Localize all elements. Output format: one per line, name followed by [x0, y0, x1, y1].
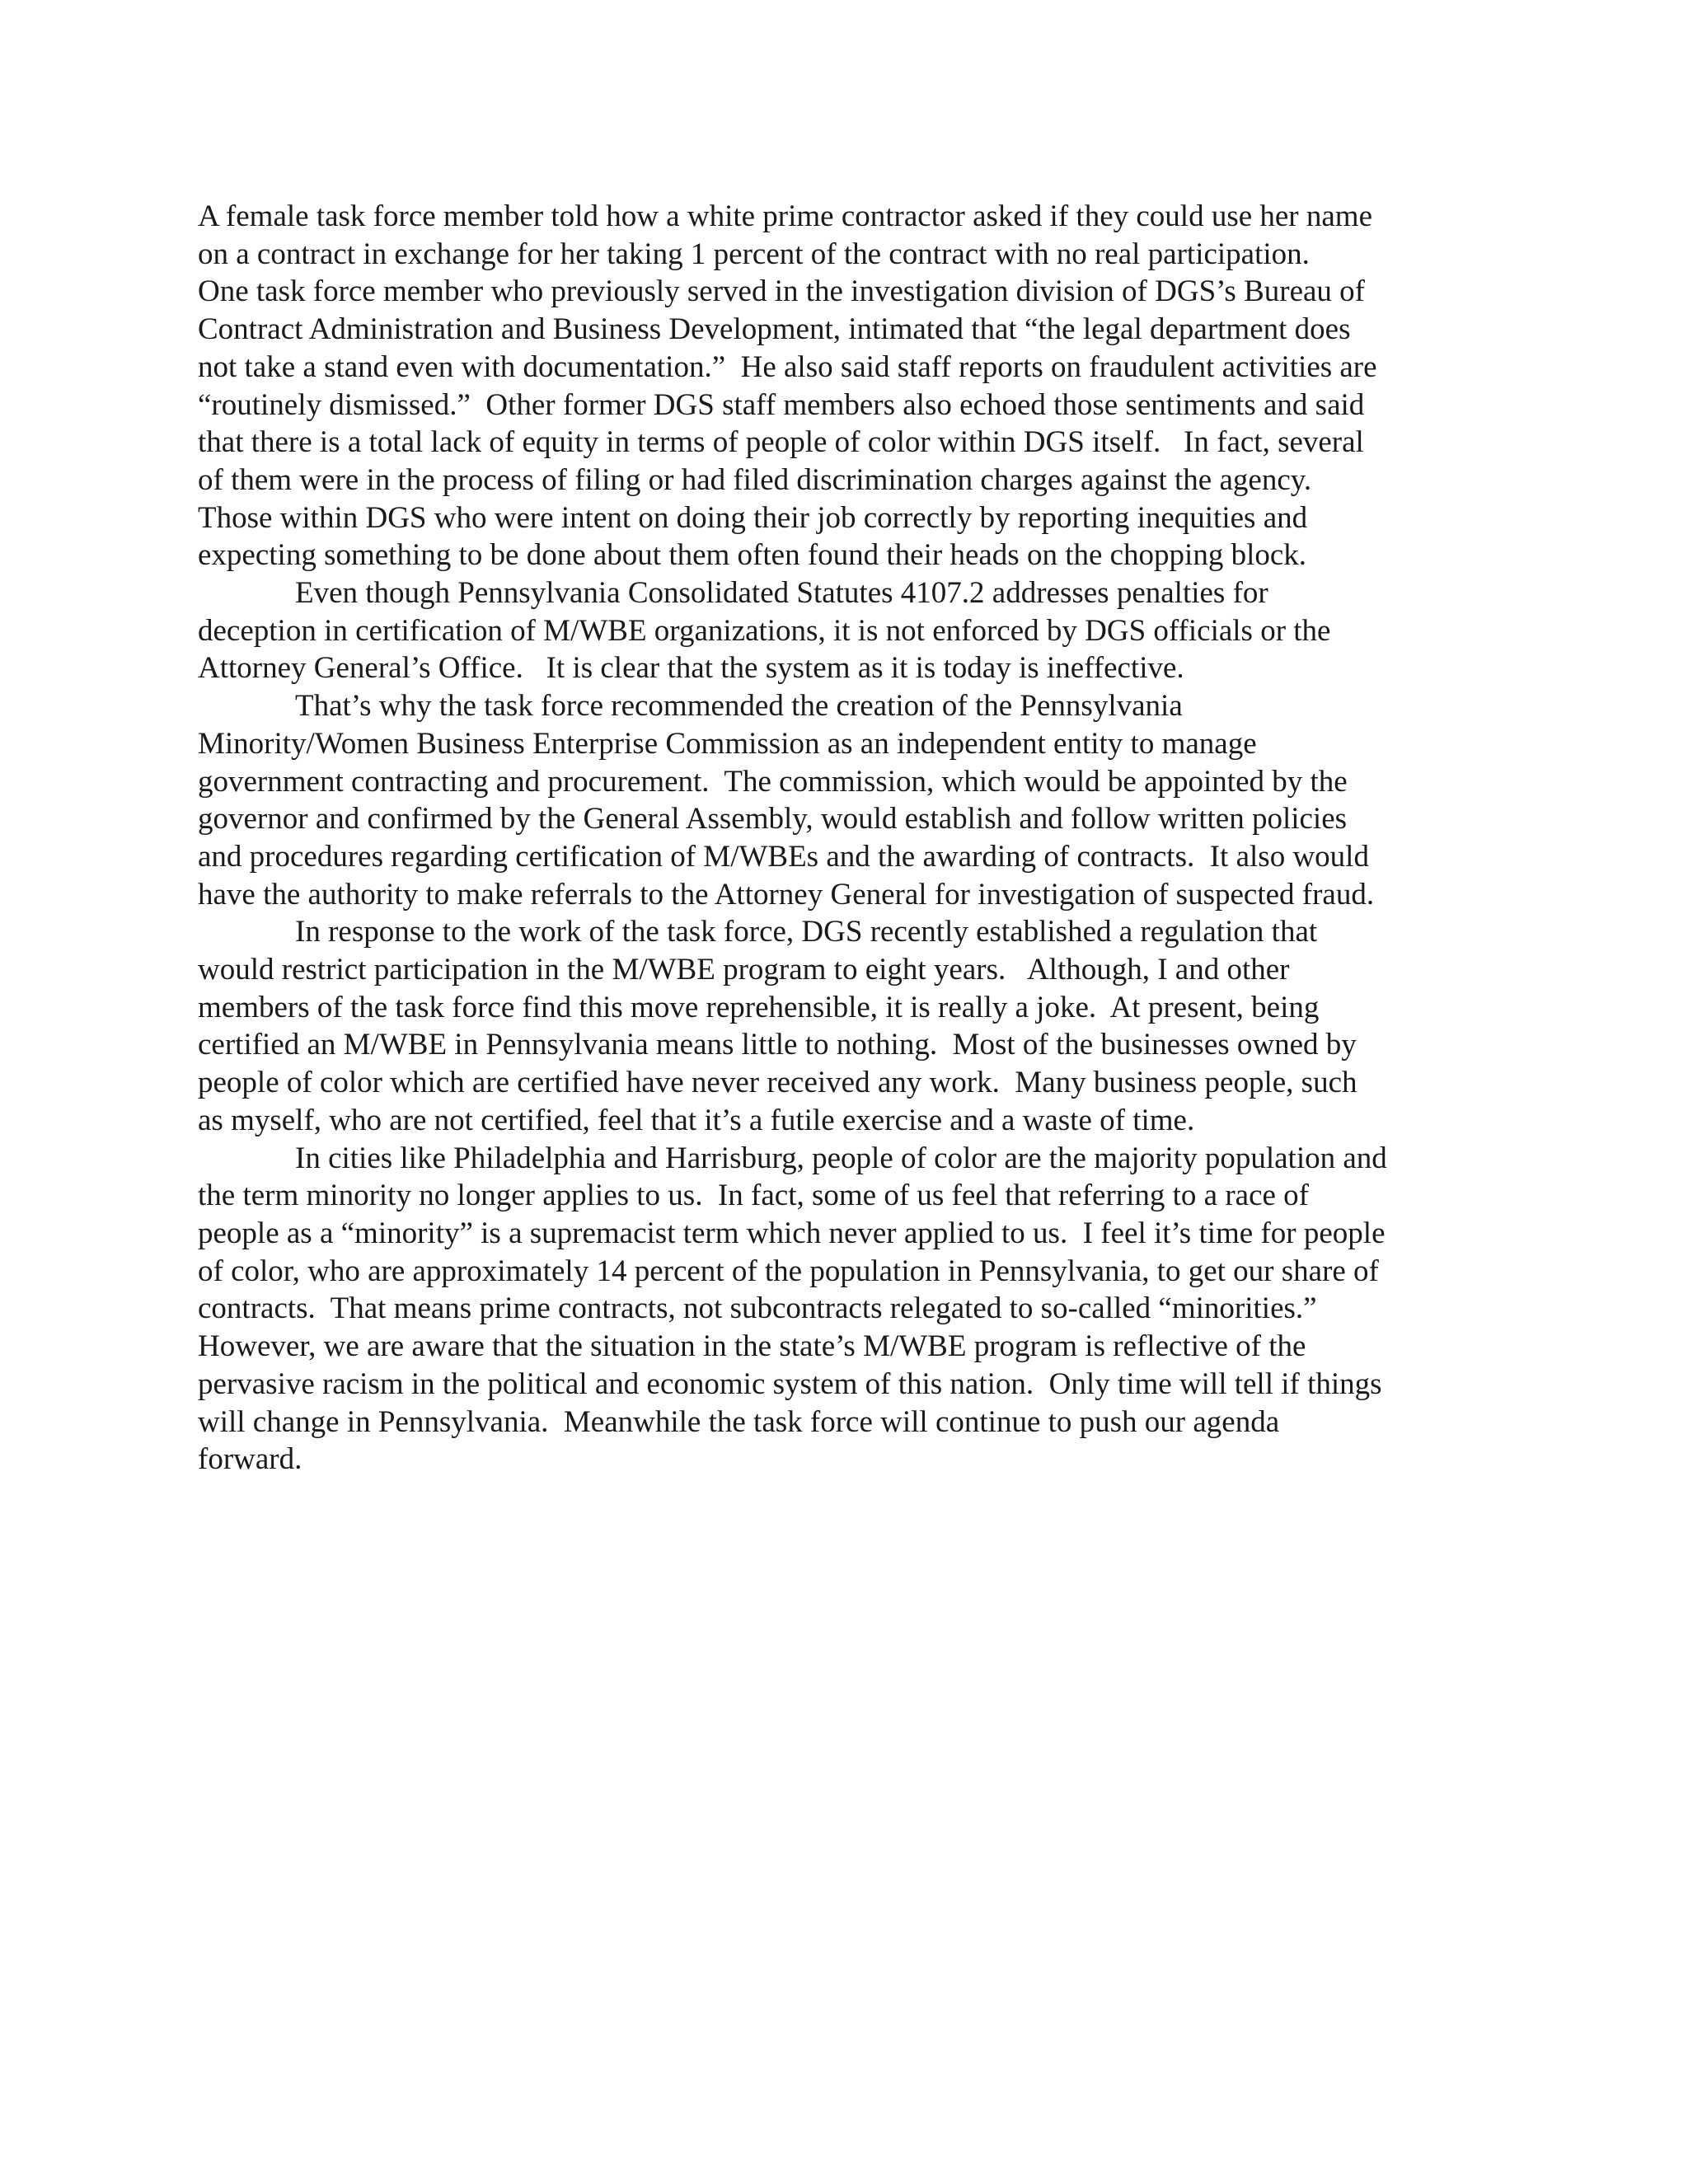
text-line: One task force member who previously served in the investigation division of DGS’s Bureau of	[198, 274, 1365, 309]
text-line: of color, who are approximately 14 percent of the population in Pennsylvania, to get our share of	[198, 1254, 1379, 1288]
text-line: people as a “minority” is a supremacist term which never applied to us. I feel it’s time for people	[198, 1216, 1386, 1250]
text-line: of them were in the process of filing or had filed discrimination charges against the agency.	[198, 462, 1312, 497]
text-line: certified an M/WBE in Pennsylvania means little to nothing. Most of the businesses owned by	[198, 1028, 1357, 1062]
text-line-indented: That’s why the task force recommended the creation of the Pennsylvania	[295, 689, 1183, 724]
text-line: members of the task force find this move reprehensible, it is really a joke. At present, being	[198, 990, 1320, 1024]
text-line: forward.	[198, 1442, 302, 1477]
text-line: as myself, who are not certified, feel that it’s a futile exercise and a waste of time.	[198, 1103, 1195, 1137]
text-line: pervasive racism in the political and economic system of this nation. Only time will tell if things	[198, 1366, 1382, 1401]
text-line: and procedures regarding certification of M/WBEs and the awarding of contracts. It also would	[198, 839, 1369, 874]
document-body	[198, 198, 1492, 1479]
text-line: will change in Pennsylvania. Meanwhile the task force will continue to push our agenda	[198, 1404, 1280, 1439]
text-line: Contract Administration and Business Development, intimated that “the legal department does	[198, 312, 1351, 347]
text-line-indented: In cities like Philadelphia and Harrisburg, people of color are the majority population and	[295, 1141, 1387, 1175]
text-line: deception in certification of M/WBE organizations, it is not enforced by DGS officials or the	[198, 613, 1331, 648]
text-line: on a contract in exchange for her taking 1 percent of the contract with no real participation.	[198, 237, 1310, 271]
paragraph-1	[198, 198, 1492, 574]
text-line: contracts. That means prime contracts, not subcontracts relegated to so-called “minorities.”	[198, 1291, 1317, 1326]
text-line: government contracting and procurement. The commission, which would be appointed by the	[198, 764, 1348, 799]
text-line: Attorney General’s Office. It is clear that the system as it is today is ineffective.	[198, 651, 1184, 686]
text-line: that there is a total lack of equity in terms of people of color within DGS itself. In fact, several	[198, 425, 1364, 460]
text-line: the term minority no longer applies to us. In fact, some of us feel that referring to a race of	[198, 1179, 1309, 1213]
text-line: would restrict participation in the M/WBE program to eight years. Although, I and other	[198, 953, 1290, 987]
text-line-indented: In response to the work of the task force, DGS recently established a regulation that	[295, 915, 1318, 949]
text-line: have the authority to make referrals to the Attorney General for investigation of suspected fraud.	[198, 877, 1375, 912]
paragraph-4	[198, 913, 1492, 1139]
text-line: not take a stand even with documentation.” He also said staff reports on fraudulent activities are	[198, 349, 1377, 384]
paragraph-3	[198, 687, 1492, 913]
text-line-indented: Even though Pennsylvania Consolidated Statutes 4107.2 addresses penalties for	[295, 576, 1268, 611]
text-line: A female task force member told how a white prime contractor asked if they could use her name	[198, 199, 1373, 233]
text-line: people of color which are certified have never received any work. Many business people, such	[198, 1066, 1357, 1100]
paragraph-2	[198, 574, 1492, 687]
paragraph-5	[198, 1140, 1492, 1479]
text-line: governor and confirmed by the General Assembly, would establish and follow written policies	[198, 802, 1348, 837]
text-line: expecting something to be done about them often found their heads on the chopping block.	[198, 538, 1307, 573]
text-line: Those within DGS who were intent on doing their job correctly by reporting inequities and	[198, 500, 1308, 535]
text-line: However, we are aware that the situation in the state’s M/WBE program is reflective of the	[198, 1329, 1306, 1364]
text-line: “routinely dismissed.” Other former DGS staff members also echoed those sentiments and said	[198, 387, 1365, 422]
text-line: Minority/Women Business Enterprise Commission as an independent entity to manage	[198, 726, 1257, 761]
